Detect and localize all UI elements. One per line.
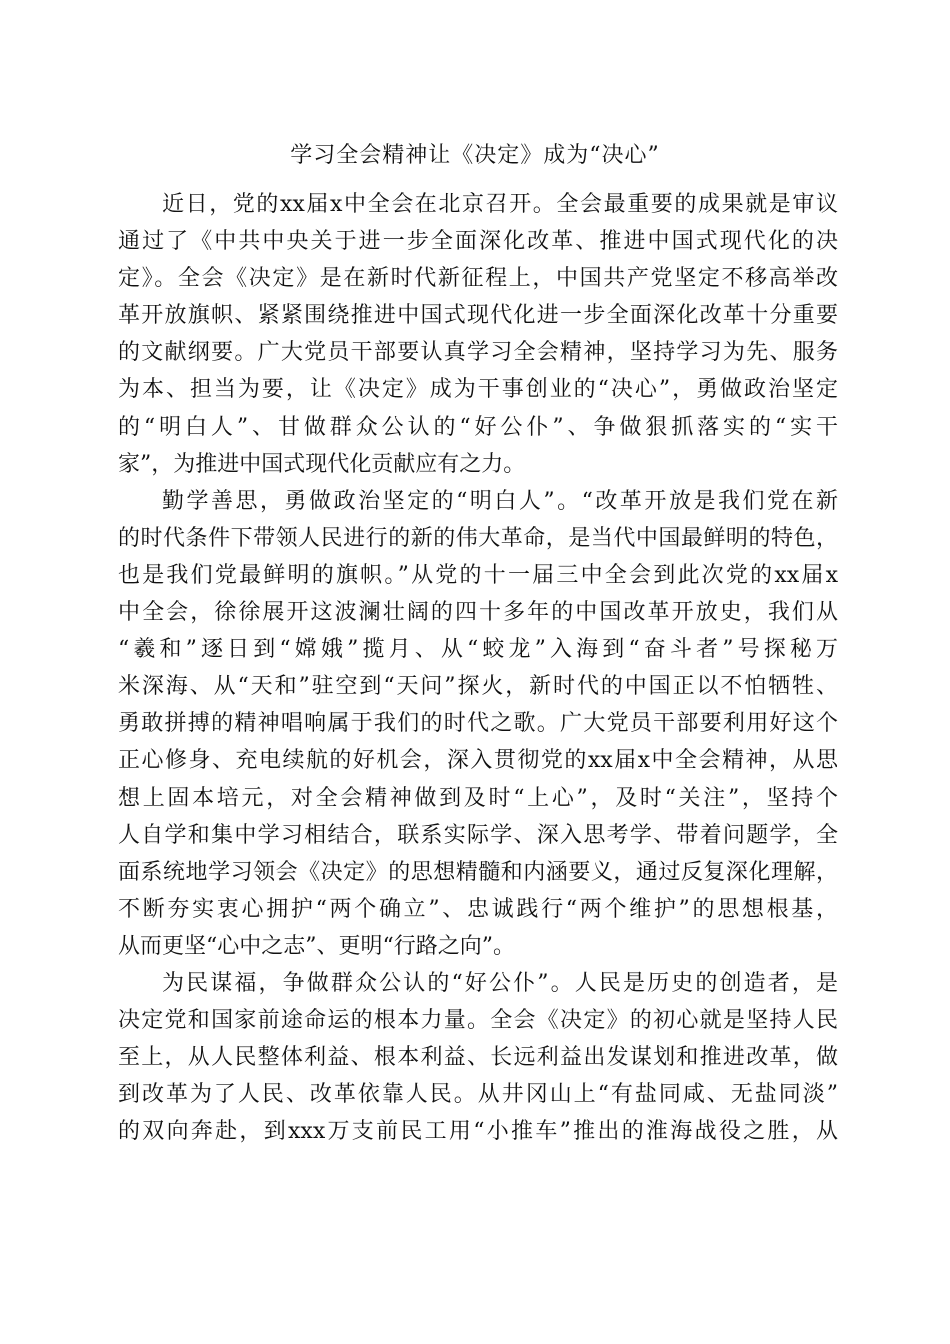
text-line: 也是我们党最鲜明的旗帜。”从党的十一届三中全会到此次党的xx届x bbox=[118, 562, 838, 588]
paragraph bbox=[118, 186, 838, 483]
text-line: 人自学和集中学习相结合，联系实际学、深入思考学、带着问题学，全 bbox=[118, 822, 838, 848]
paragraph bbox=[118, 483, 838, 965]
text-line: 中全会，徐徐展开这波澜壮阔的四十多年的中国改革开放史，我们从 bbox=[118, 600, 838, 626]
text-line: 决定党和国家前途命运的根本力量。全会《决定》的初心就是坚持人民 bbox=[118, 1008, 838, 1034]
text-line: 近日，党的xx届x中全会在北京召开。全会最重要的成果就是审议 bbox=[162, 192, 838, 217]
text-line: 米深海、从“天和”驻空到“天问”探火，新时代的中国正以不怕牺牲、 bbox=[118, 674, 838, 700]
text-line: 革开放旗帜、紧紧围绕推进中国式现代化进一步全面深化改革十分重要 bbox=[118, 303, 838, 329]
document-title: 学习全会精神让《决定》成为“决心” bbox=[290, 143, 660, 168]
text-line: 至上，从人民整体利益、根本利益、长远利益出发谋划和推进改革，做 bbox=[118, 1045, 838, 1071]
text-line: 的“明白人”、甘做群众公认的“好公仆”、争做狠抓落实的“实干 bbox=[118, 414, 838, 440]
text-line: 从而更坚“心中之志”、更明“行路之向”。 bbox=[118, 933, 515, 959]
text-line: 为民谋福，争做群众公认的“好公仆”。人民是历史的创造者，是 bbox=[162, 970, 838, 996]
text-line: 到改革为了人民、改革依靠人民。从井冈山上“有盐同咸、无盐同淡” bbox=[118, 1082, 838, 1108]
text-line: 家”，为推进中国式现代化贡献应有之力。 bbox=[118, 451, 526, 477]
paragraph bbox=[118, 965, 838, 1150]
text-line: “羲和”逐日到“嫦娥”揽月、从“蛟龙”入海到“奋斗者”号探秘万 bbox=[118, 637, 838, 663]
text-line: 定》。全会《决定》是在新时代新征程上，中国共产党坚定不移高举改 bbox=[118, 266, 838, 292]
text-line: 的时代条件下带领人民进行的新的伟大革命，是当代中国最鲜明的特色， bbox=[118, 525, 838, 551]
text-line: 面系统地学习领会《决定》的思想精髓和内涵要义，通过反复深化理解， bbox=[118, 859, 838, 885]
text-line: 为本、担当为要，让《决定》成为干事创业的“决心”，勇做政治坚定 bbox=[118, 377, 838, 403]
text-line: 不断夯实衷心拥护“两个确立”、忠诚践行“两个维护”的思想根基， bbox=[118, 896, 838, 922]
text-line: 的文献纲要。广大党员干部要认真学习全会精神，坚持学习为先、服务 bbox=[118, 340, 838, 366]
text-line: 勇敢拼搏的精神唱响属于我们的时代之歌。广大党员干部要利用好这个 bbox=[118, 711, 838, 737]
text-line: 想上固本培元，对全会精神做到及时“上心”，及时“关注”，坚持个 bbox=[118, 785, 838, 811]
text-line: 通过了《中共中央关于进一步全面深化改革、推进中国式现代化的决 bbox=[118, 229, 838, 255]
text-line: 的双向奔赴，到xxx万支前民工用“小推车”推出的淮海战役之胜，从 bbox=[118, 1119, 838, 1145]
document-body bbox=[118, 186, 838, 1150]
text-line: 勤学善思，勇做政治坚定的“明白人”。“改革开放是我们党在新 bbox=[162, 488, 838, 514]
text-line: 正心修身、充电续航的好机会，深入贯彻党的xx届x中全会精神，从思 bbox=[118, 748, 838, 774]
